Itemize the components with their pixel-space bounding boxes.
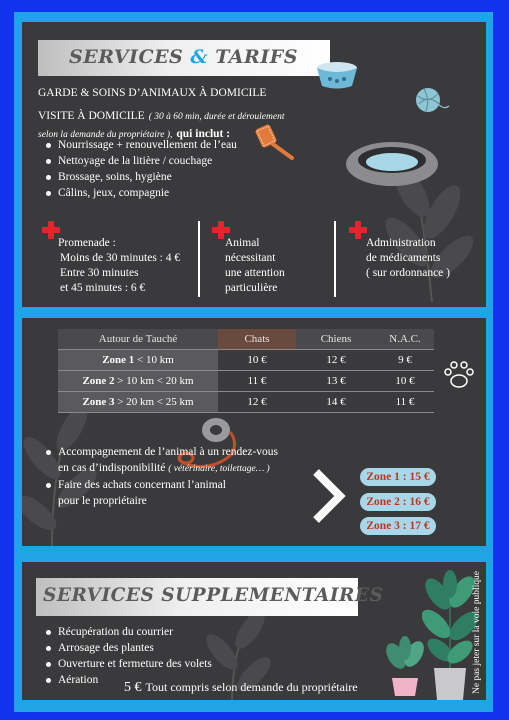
table-header: Autour de Tauché <box>58 329 218 350</box>
divider <box>198 221 200 297</box>
zone-price-badge: Zone 2 : 16 € <box>360 493 436 511</box>
zone-cell: Zone 3 > 20 km < 25 km <box>58 392 218 413</box>
extra-medication <box>366 236 450 281</box>
visit-includes: qui inclut : <box>176 128 231 140</box>
extra-line: nécessitant <box>225 252 276 264</box>
extra-services-list <box>44 444 278 509</box>
extra-walk <box>58 236 180 296</box>
price-line <box>124 678 358 696</box>
section-title: SERVICES SUPPLEMENTAIRES <box>43 585 384 606</box>
supplementary-panel <box>22 562 486 700</box>
table-header: N.A.C. <box>376 329 434 350</box>
extra-line: Entre 30 minutes <box>60 267 139 279</box>
page-title: SERVICES & TARIFS <box>69 46 298 68</box>
pet-bed-icon <box>342 134 442 190</box>
plus-icon <box>349 221 367 239</box>
side-note: Ne pas jeter sur la voie publique <box>472 571 482 694</box>
plant-icon <box>422 570 478 700</box>
list-item: Câlins, jeux, compagnie <box>44 185 237 201</box>
extra-line: ( sur ordonnance ) <box>366 267 450 279</box>
table-cell: 10 € <box>376 371 434 392</box>
list-item: Brossage, soins, hygiène <box>44 169 237 185</box>
table-cell: 12 € <box>296 350 376 371</box>
table-row <box>58 371 434 392</box>
list-item: Récupération du courrier <box>44 624 212 640</box>
table-cell: 11 € <box>218 371 296 392</box>
yarn-ball-icon <box>414 84 450 116</box>
list-item: Faire des achats concernant l’animal pour le propriétaire <box>44 477 278 509</box>
grooming-brush-icon <box>254 122 298 162</box>
table-cell: 13 € <box>296 371 376 392</box>
extra-line: Moins de 30 minutes : 4 € <box>60 252 181 264</box>
included-services-list <box>44 137 237 201</box>
extra-line: Administration <box>366 237 436 249</box>
subtitle: GARDE & SOINS D’ANIMAUX À DOMICILE <box>38 87 267 99</box>
table-cell: 12 € <box>218 392 296 413</box>
table-cell: 10 € <box>218 350 296 371</box>
extra-line: Promenade : <box>58 237 116 249</box>
table-cell: 14 € <box>296 392 376 413</box>
table-row <box>58 392 434 413</box>
extra-line: particulière <box>225 282 278 294</box>
chevron-right-icon <box>312 468 346 524</box>
extra-line: de médicaments <box>366 252 441 264</box>
extra-line: une attention <box>225 267 285 279</box>
price: 5 € <box>124 680 142 695</box>
table-header: Chats <box>218 329 296 350</box>
zone-price-badge: Zone 3 : 17 € <box>360 517 436 535</box>
list-item: Aération <box>44 672 212 688</box>
visit-label: VISITE À DOMICILE <box>38 110 145 122</box>
list-item: Accompagnement de l’animal à un rendez-vous en cas d’indisponibilité ( vétérinaire, toilettage… ) <box>44 444 278 477</box>
plant-icon <box>384 636 426 698</box>
table-cell: 9 € <box>376 350 434 371</box>
table-header-row <box>58 329 434 350</box>
extra-line: Animal <box>225 237 260 249</box>
paw-print-icon <box>442 360 476 390</box>
list-item: Arrosage des plantes <box>44 640 212 656</box>
zone-price-badge: Zone 1 : 15 € <box>360 468 436 486</box>
extra-line: et 45 minutes : 6 € <box>60 282 146 294</box>
list-item: Nourrissage + renouvellement de l’eau <box>44 137 237 153</box>
pet-bowl-icon <box>314 60 360 90</box>
visit-note: ( 30 à 60 min, durée et déroulement selon la demande du propriétaire ), <box>38 112 285 140</box>
tarifs-panel <box>22 318 486 546</box>
list-item: Nettoyage de la litière / couchage <box>44 153 237 169</box>
table-cell: 11 € <box>376 392 434 413</box>
list-item: Ouverture et fermeture des volets <box>44 656 212 672</box>
extra-special-care <box>225 236 285 296</box>
services-panel <box>22 22 486 307</box>
divider <box>334 221 336 297</box>
tarifs-table <box>58 329 434 413</box>
table-row <box>58 350 434 371</box>
price-note: Tout compris selon demande du propriétaire <box>145 680 358 694</box>
table-header: Chiens <box>296 329 376 350</box>
zone-cell: Zone 2 > 10 km < 20 km <box>58 371 218 392</box>
zone-cell: Zone 1 < 10 km <box>58 350 218 371</box>
